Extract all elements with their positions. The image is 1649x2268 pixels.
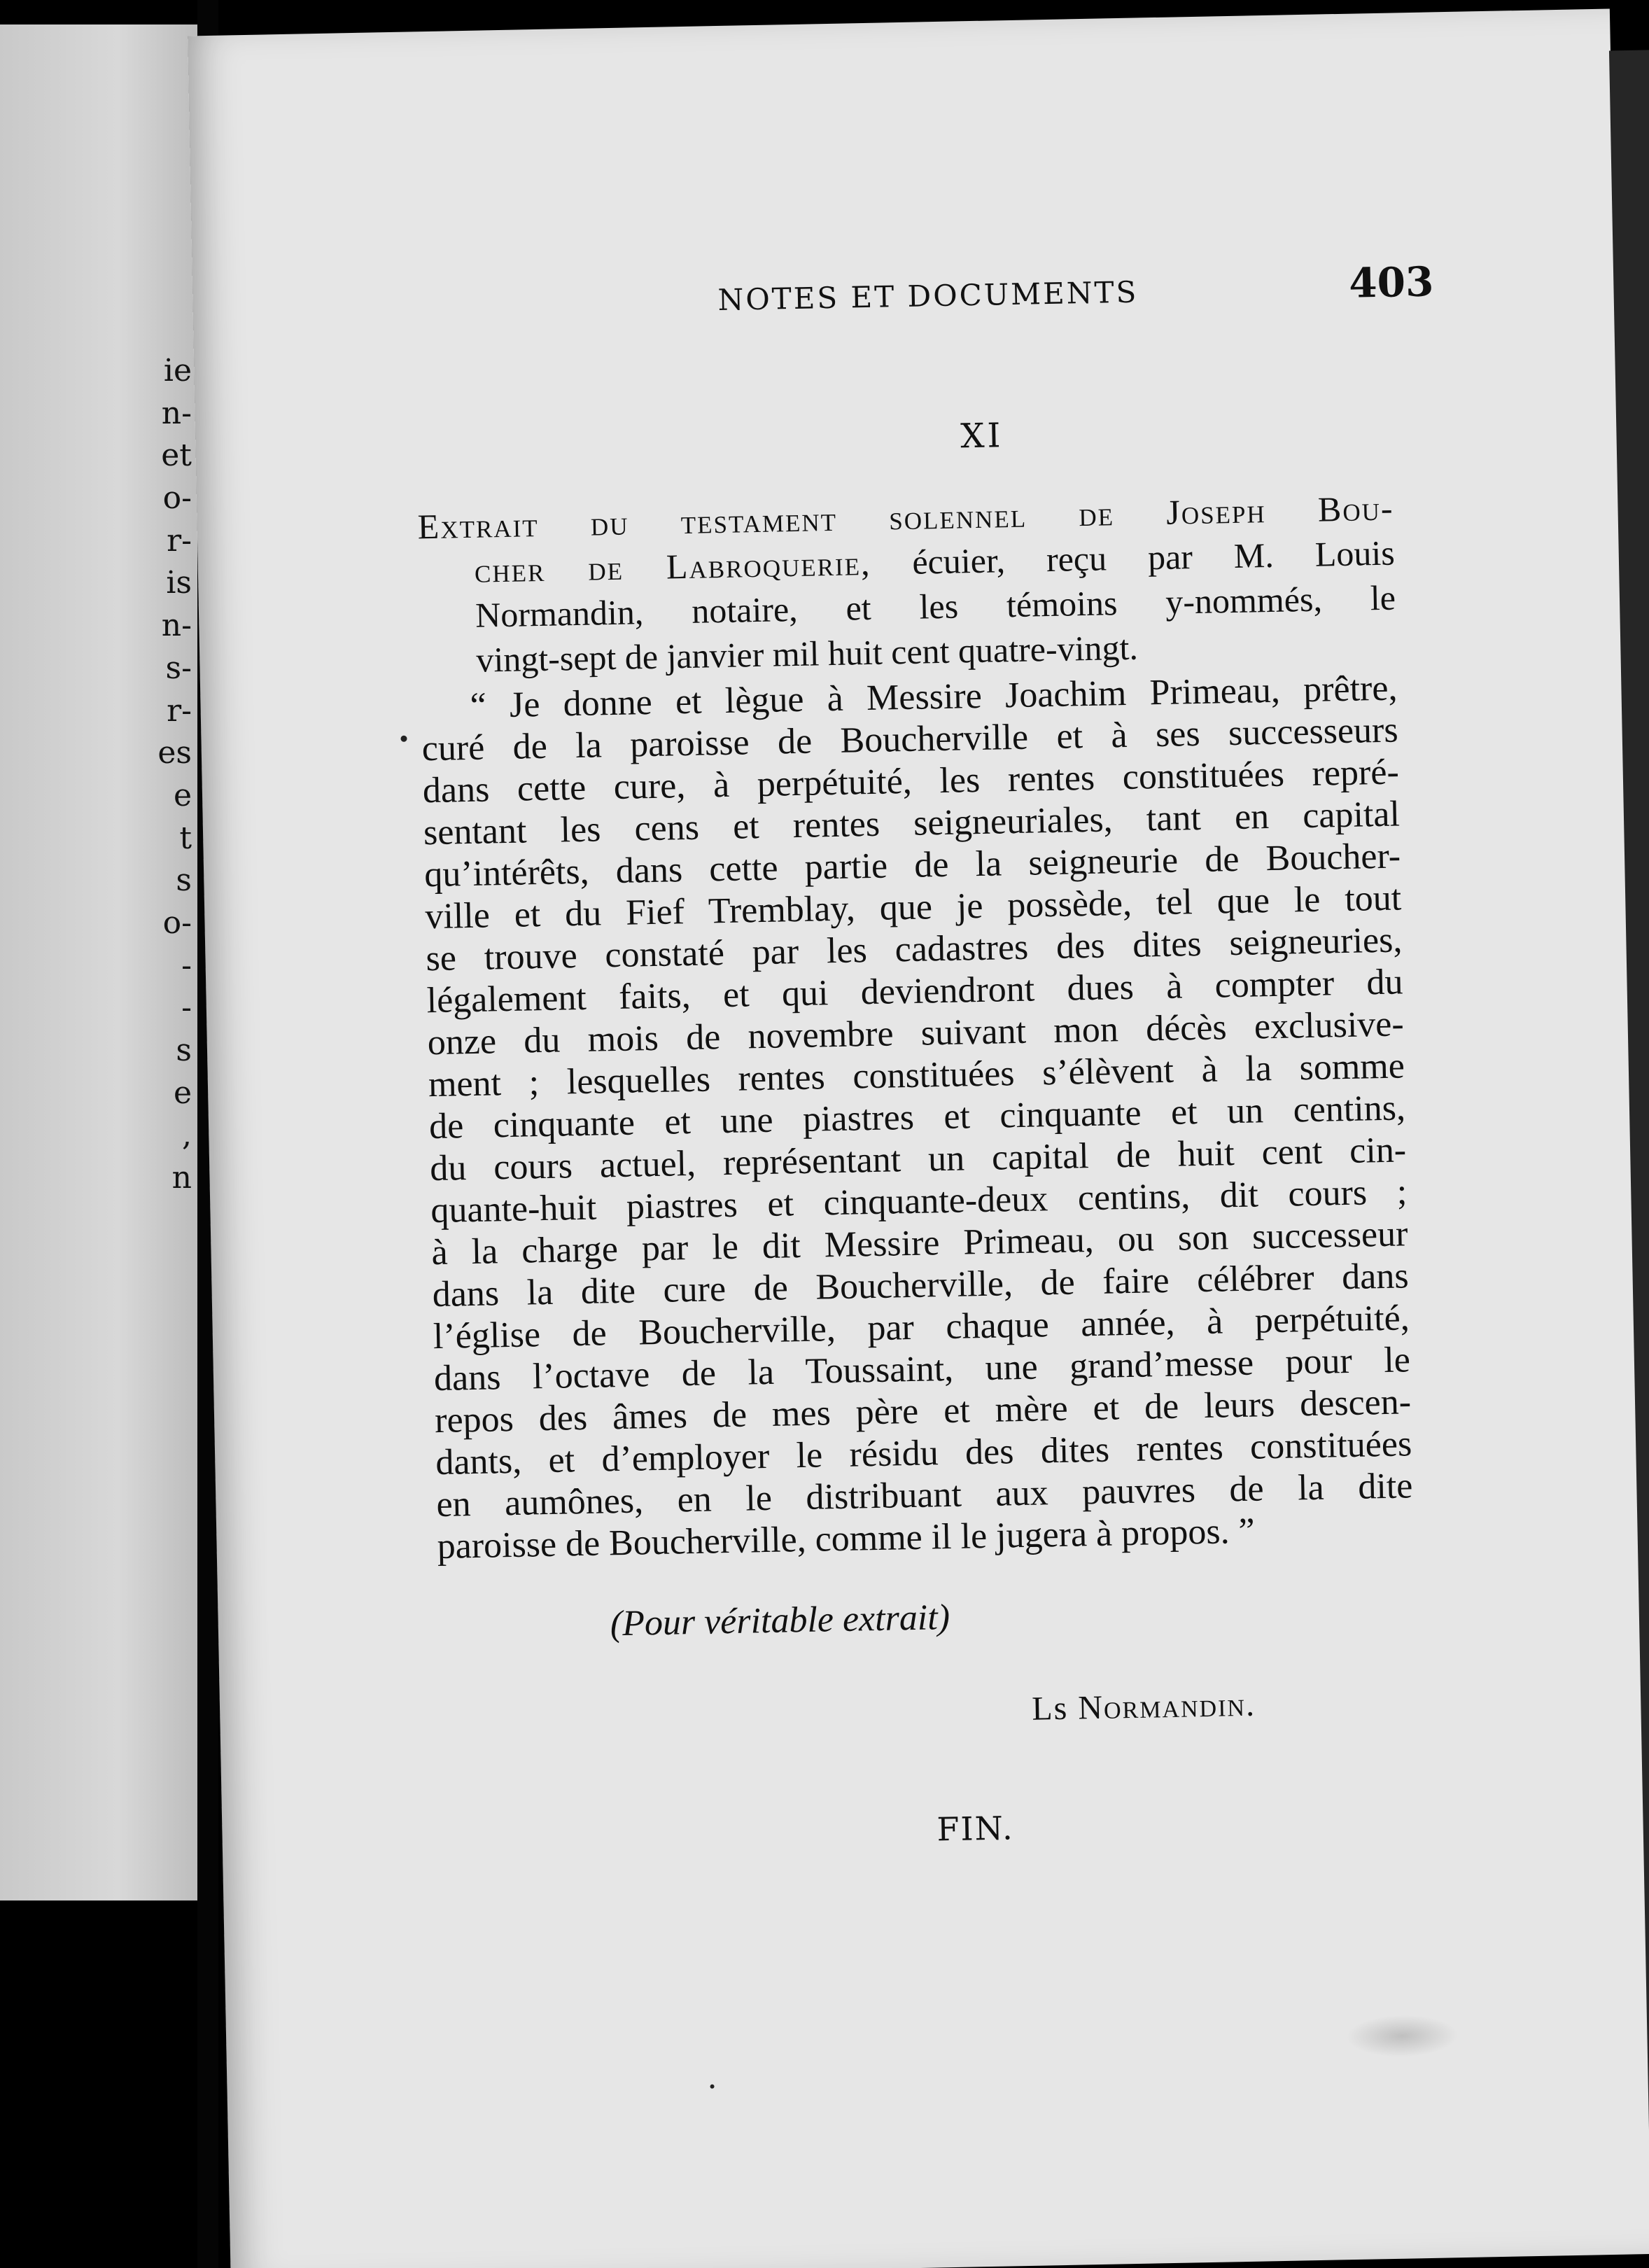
signature-prefix: Ls xyxy=(1031,1689,1069,1728)
ink-speck xyxy=(400,736,407,742)
body-line: du cours actuel, représentant un capital de huit cent cin- xyxy=(429,1130,1407,1189)
facing-page-fragment: s xyxy=(176,862,192,899)
heading-smallcaps: cher de Labroquerie, xyxy=(474,542,871,590)
testament-extract-body xyxy=(421,668,1414,1569)
facing-page-fragment: n xyxy=(171,1160,192,1196)
body-line: ment ; lesquelles rentes constituées s’élèvent à la somme xyxy=(428,1046,1405,1105)
body-line: en aumônes, en le distribuant aux pauvres de la dite xyxy=(435,1466,1413,1525)
running-title: NOTES ET DOCUMENTS xyxy=(717,274,1139,318)
heading-text: Normandin, notaire, et les témoins y-nommés, le xyxy=(475,578,1396,635)
facing-page-fragment: t xyxy=(179,820,192,856)
facing-page-fragment: n- xyxy=(161,395,192,431)
facing-page-fragment: is xyxy=(166,565,192,601)
facing-page-fragment: e xyxy=(173,1074,192,1111)
body-line: quante-huit piastres et cinquante-deux centins, dit cours ; xyxy=(430,1172,1408,1231)
body-line: de cinquante et une piastres et cinquante et un centins, xyxy=(428,1088,1406,1147)
facing-page-sliver xyxy=(0,24,202,1900)
body-line: l’église de Boucherville, par chaque année, à perpétuité, xyxy=(433,1298,1410,1357)
attribution-note: (Pour véritable extrait) xyxy=(610,1597,950,1644)
ink-speck xyxy=(710,2085,715,2089)
heading-text: écuier, reçu par M. Louis xyxy=(870,533,1396,582)
facing-page-fragment: - xyxy=(181,947,192,983)
document-heading xyxy=(417,486,1397,684)
facing-page-fragment: - xyxy=(181,990,192,1026)
body-line: onze du mois de novembre suivant mon décès exclusive- xyxy=(427,1004,1405,1063)
facing-page-fragment: ie xyxy=(163,353,192,388)
body-line: à la charge par le dit Messire Primeau, ou son successeur xyxy=(431,1214,1408,1273)
facing-page-fragment: s xyxy=(176,1032,192,1068)
end-marker: FIN. xyxy=(936,1809,1015,1849)
facing-page-fragment: e xyxy=(173,777,192,813)
facing-page-fragment: es xyxy=(157,735,192,771)
facing-page-fragment: n- xyxy=(161,608,192,644)
facing-page-fragment: , xyxy=(182,1117,192,1154)
facing-page-fragment: r- xyxy=(167,692,192,729)
body-line: dans l’octave de la Toussaint, une grand’messe pour le xyxy=(433,1340,1411,1399)
body-line: dants, et d’employer le résidu des dites rentes constituées xyxy=(435,1424,1412,1483)
body-line: dans la dite cure de Boucherville, de faire célébrer dans xyxy=(432,1256,1410,1315)
body-line: ville et du Fief Tremblay, que je possède, tel que le tout xyxy=(424,878,1402,937)
body-line: se trouve constaté par les cadastres des dites seigneuries, xyxy=(426,920,1403,979)
running-head xyxy=(192,250,1615,326)
facing-page-fragment: et xyxy=(161,438,192,474)
heading-text: vingt-sept de janvier mil huit cent quatre-vingt. xyxy=(475,627,1139,680)
body-line: dans cette cure, à perpétuité, les rentes constituées repré- xyxy=(422,752,1400,811)
page-edge-shadow xyxy=(1609,50,1649,2255)
facing-page-text-fragments xyxy=(157,350,192,1200)
facing-page-fragment: s- xyxy=(165,650,192,686)
body-line: curé de la paroisse de Boucherville et à ses successeurs xyxy=(421,710,1399,769)
facing-page-fragment: r- xyxy=(167,522,192,559)
facing-page-fragment: o- xyxy=(162,480,192,517)
page-smudge xyxy=(1346,2014,1459,2058)
body-line: sentant les cens et rentes seigneuriales, tant en capital xyxy=(423,794,1401,853)
book-page xyxy=(188,8,1649,2268)
heading-smallcaps: Extrait du testament solennel de Joseph Bou- xyxy=(417,488,1394,547)
signature-name: Normandin. xyxy=(1077,1686,1256,1727)
page-number: 403 xyxy=(1348,258,1434,307)
body-line: paroisse de Boucherville, comme il le jugera à propos. ” xyxy=(437,1511,1256,1567)
body-line: “ Je donne et lègue à Messire Joachim Primeau, prêtre, xyxy=(470,668,1398,726)
body-line: repos des âmes de mes père et mère et de leurs descen- xyxy=(434,1382,1412,1441)
facing-page-fragment: o- xyxy=(162,904,192,941)
body-line: qu’intérêts, dans cette partie de la seigneurie de Boucher- xyxy=(423,836,1401,895)
signature xyxy=(1032,1686,1256,1728)
body-line: légalement faits, et qui deviendront dues à compter du xyxy=(426,962,1403,1021)
section-numeral: XI xyxy=(960,416,1004,456)
